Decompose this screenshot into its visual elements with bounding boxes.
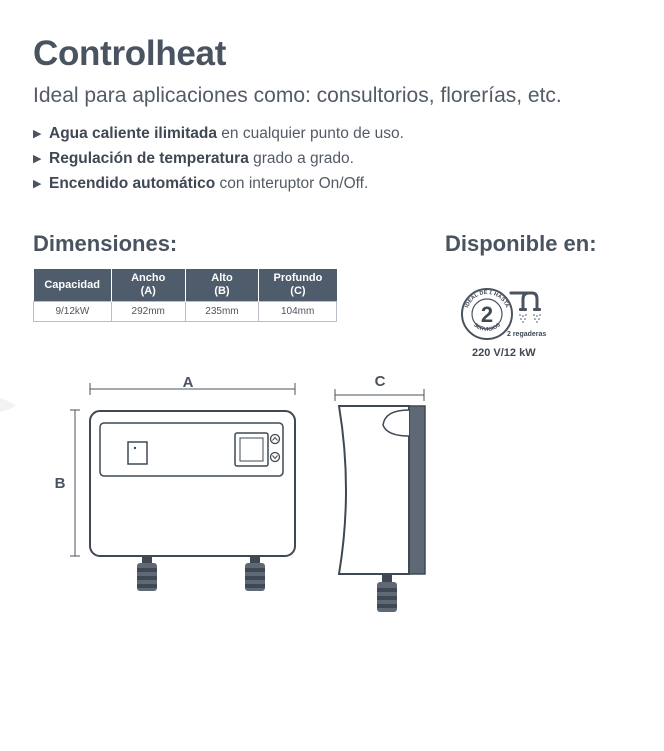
feature-bold: Encendido automático bbox=[49, 175, 216, 192]
feature-text: grado a grado. bbox=[248, 150, 354, 167]
feature-item bbox=[33, 175, 368, 193]
table-cell: 292mm bbox=[111, 302, 185, 322]
available-heading: Disponible en: bbox=[445, 231, 597, 256]
dimension-b-label: B bbox=[54, 475, 66, 492]
dimension-c-label: C bbox=[374, 373, 386, 390]
dimension-c-line bbox=[335, 389, 424, 401]
table-header-cell: Profundo (C) bbox=[259, 269, 337, 302]
bullet-arrow-icon: ▶ bbox=[33, 178, 42, 190]
bullet-arrow-icon: ▶ bbox=[33, 153, 42, 165]
power-switch bbox=[128, 442, 147, 464]
dimensions-heading: Dimensiones: bbox=[33, 231, 178, 256]
table-cell: 9/12kW bbox=[34, 302, 112, 322]
water-connector-right-icon bbox=[245, 556, 265, 591]
front-view-diagram bbox=[0, 370, 320, 605]
bullet-arrow-icon: ▶ bbox=[33, 128, 42, 140]
up-button-icon bbox=[271, 435, 280, 444]
feature-text: con interuptor On/Off. bbox=[215, 175, 369, 192]
feature-text: en cualquier punto de uso. bbox=[216, 125, 404, 142]
table-header-cell: Ancho (A) bbox=[111, 269, 185, 302]
water-connector-side-icon bbox=[377, 574, 397, 612]
feature-item bbox=[33, 125, 404, 143]
table-header-cell: Capacidad bbox=[34, 269, 112, 302]
table-header-row bbox=[34, 269, 337, 302]
badge-number: 2 bbox=[480, 302, 494, 327]
dimension-a-label: A bbox=[182, 374, 194, 391]
decorative-mark bbox=[0, 398, 16, 412]
feature-bold: Agua caliente ilimitada bbox=[49, 125, 217, 142]
services-badge bbox=[455, 280, 565, 345]
feature-item bbox=[33, 150, 354, 168]
down-button-icon bbox=[271, 453, 280, 462]
shower-drops-icon bbox=[519, 308, 541, 323]
table-row bbox=[34, 302, 337, 322]
product-subtitle: Ideal para aplicaciones como: consultorios, florerías, etc. bbox=[33, 84, 562, 107]
shower-heads-icon bbox=[511, 290, 541, 308]
badge-ring-bottom-text: SERVICIOS bbox=[472, 322, 502, 333]
water-connector-left-icon bbox=[137, 556, 157, 591]
table-cell: 104mm bbox=[259, 302, 337, 322]
feature-bold: Regulación de temperatura bbox=[49, 150, 249, 167]
voltage-label: 220 V/12 kW bbox=[472, 347, 536, 359]
dimensions-table bbox=[33, 269, 337, 322]
product-title: Controlheat bbox=[33, 34, 227, 73]
table-header-cell: Alto (B) bbox=[185, 269, 259, 302]
side-view-diagram bbox=[325, 370, 445, 620]
table-cell: 235mm bbox=[185, 302, 259, 322]
wall-plate bbox=[409, 406, 425, 574]
badge-ring-top-text: IDEAL DE 1 HASTA bbox=[464, 289, 510, 309]
showers-label: 2 regaderas bbox=[507, 331, 547, 338]
